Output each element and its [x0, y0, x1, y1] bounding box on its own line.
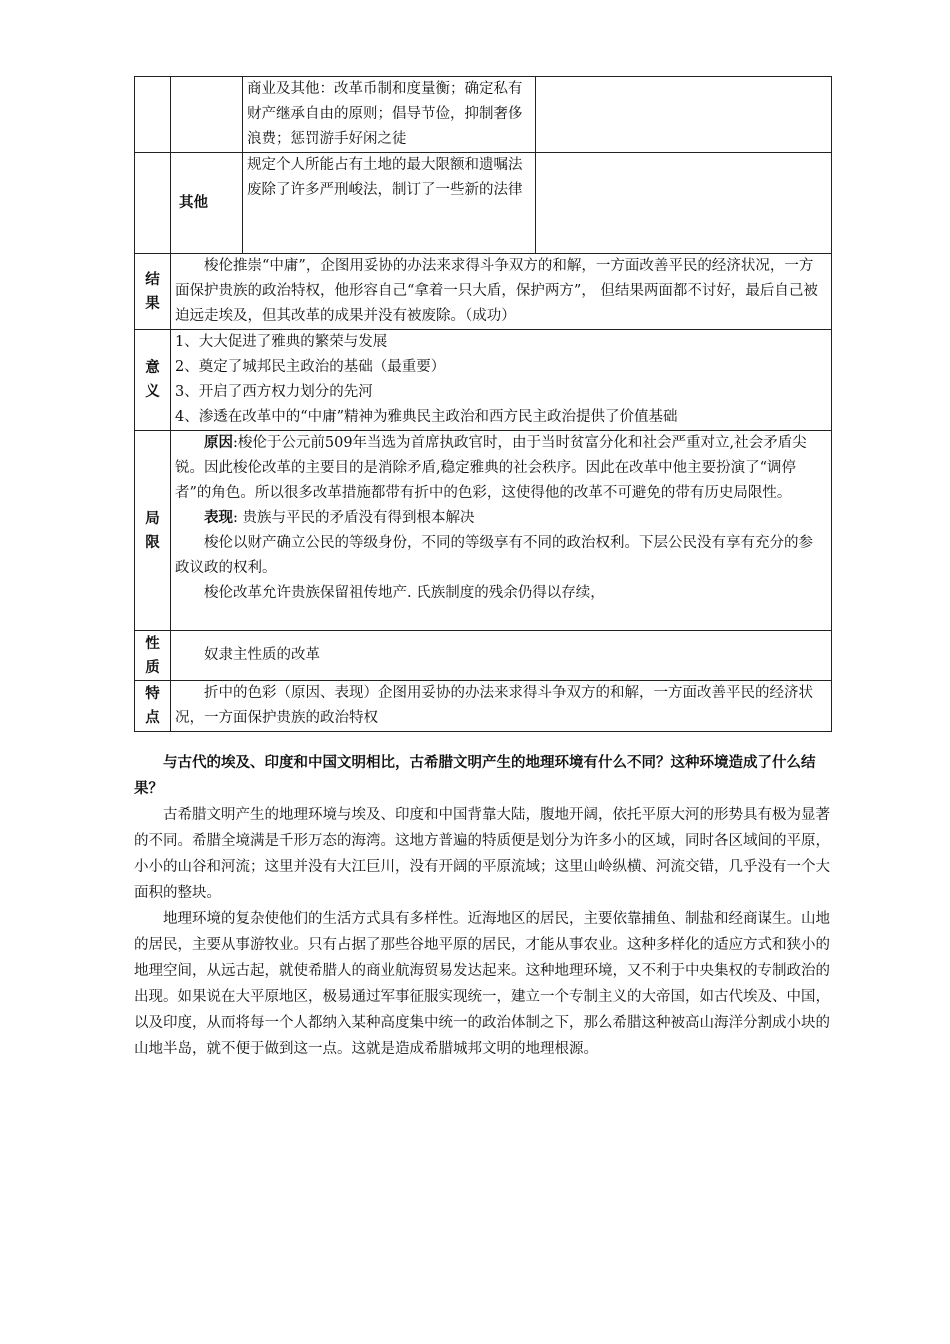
result-label-char-1: 结	[145, 271, 160, 288]
significance-item-4: 4、渗透在改革中的“中庸”精神为雅典民主政治和西方民主政治提供了价值基础	[175, 409, 678, 425]
table-row-result	[135, 254, 832, 330]
table-row-limitation	[135, 431, 832, 631]
other-content-cell	[243, 153, 536, 254]
blank-label-cell	[135, 77, 171, 153]
feature-content	[171, 681, 832, 732]
significance-item-1: 1、大大促进了雅典的繁荣与发展	[175, 334, 388, 350]
nature-label-char-1: 性	[145, 635, 160, 652]
blank-notes-cell	[536, 153, 832, 254]
table-row-nature	[135, 631, 832, 681]
solon-reform-table	[134, 76, 832, 732]
nature-label	[135, 631, 171, 681]
significance-label-char-2: 义	[145, 384, 160, 400]
show-lead: 表现	[204, 510, 233, 526]
commerce-text: 商业及其他：改革币制和度量衡；确定私有财产继承自由的原则；倡导节俭，抑制奢侈浪费；惩罚游手好闲之徒	[247, 81, 523, 147]
limitation-show	[175, 506, 827, 531]
blank-subheader-cell	[171, 77, 243, 153]
cause-lead: 原因	[204, 435, 233, 451]
limitation-cause	[175, 431, 827, 506]
nature-label-char-2: 质	[145, 659, 160, 676]
table-row-significance	[135, 330, 832, 431]
feature-label	[135, 681, 171, 732]
reform-table-wrapper	[134, 76, 831, 732]
limitation-label-char-2: 限	[145, 534, 160, 551]
blank-label-cell	[135, 153, 171, 254]
essay-section	[134, 750, 831, 1062]
significance-item-3: 3、开启了西方权力划分的先河	[175, 384, 373, 400]
other-line-1: 规定个人所能占有土地的最大限额和遗嘱法	[247, 157, 523, 173]
essay-question: 与古代的埃及、印度和中国文明相比，古希腊文明产生的地理环境有什么不同？这种环境造成了什么结果？	[134, 755, 816, 797]
result-label-char-2: 果	[145, 295, 160, 312]
nature-content	[171, 631, 832, 681]
limitation-label-char-1: 局	[145, 510, 160, 527]
significance-label	[135, 330, 171, 431]
table-row-commerce	[135, 77, 832, 153]
limitation-paragraph-3: 梭伦改革允许贵族保留祖传地产. 氏族制度的残余仍得以存续，	[204, 585, 605, 601]
show-text: : 贵族与平民的矛盾没有得到根本解决	[233, 510, 475, 526]
nature-text: 奴隶主性质的改革	[204, 647, 320, 663]
limitation-content	[171, 431, 832, 631]
feature-label-char-1: 特	[145, 686, 160, 702]
result-content	[171, 254, 832, 330]
table-row-feature	[135, 681, 832, 732]
other-label: 其他	[171, 153, 243, 254]
blank-notes-cell	[536, 77, 832, 153]
significance-content	[171, 330, 832, 431]
essay-paragraph-1: 古希腊文明产生的地理环境与埃及、印度和中国背靠大陆，腹地开阔，依托平原大河的形势具有极为显著的不同。希腊全境满是千形万态的海湾。这地方普遍的特质便是划分为许多小的区域，同时各区域间的平原，小小的山谷和河流；这里并没有大江巨川，没有开阔的平原流域；这里山岭纵横、河流交错，几乎没有一个大面积的整块。	[134, 807, 830, 901]
other-line-2: 废除了许多严刑峻法，制订了一些新的法律	[247, 182, 523, 198]
commerce-cell	[243, 77, 536, 153]
limitation-paragraph-2: 梭伦以财产确立公民的等级身份，不同的等级享有不同的政治权利。下层公民没有享有充分的参政议政的权利。	[175, 535, 813, 576]
feature-label-char-2: 点	[145, 710, 160, 726]
significance-label-char-1: 意	[145, 360, 160, 376]
table-row-other	[135, 153, 832, 254]
cause-text: :梭伦于公元前509年当选为首席执政官时，由于当时贫富分化和社会严重对立,社会矛盾尖锐。因此梭伦改革的主要目的是消除矛盾,稳定雅典的社会秩序。因此在改革中他主要扮演了“调停者”的角色。所以很多改革措施都带有折中的色彩，这使得他的改革不可避免的带有历史局限性。	[175, 435, 807, 501]
limitation-label	[135, 431, 171, 631]
significance-item-2: 2、奠定了城邦民主政治的基础（最重要）	[175, 359, 446, 375]
feature-text: 折中的色彩（原因、表现）企图用妥协的办法来求得斗争双方的和解，一方面改善平民的经济状况，一方面保护贵族的政治特权	[175, 685, 813, 726]
result-label	[135, 254, 171, 330]
essay-paragraph-2: 地理环境的复杂使他们的生活方式具有多样性。近海地区的居民，主要依靠捕鱼、制盐和经商谋生。山地的居民，主要从事游牧业。只有占据了那些谷地平原的居民，才能从事农业。这种多样化的适应方式和狭小的地理空间，从远古起，就使希腊人的商业航海贸易发达起来。这种地理环境，又不利于中央集权的专制政治的出现。如果说在大平原地区，极易通过军事征服实现统一，建立一个专制主义的大帝国，如古代埃及、中国，以及印度，从而将每一个人都纳入某种高度集中统一的政治体制之下，那么希腊这种被高山海洋分割成小块的山地半岛，就不便于做到这一点。这就是造成希腊城邦文明的地理根源。	[134, 911, 830, 1057]
result-text: 梭伦推崇“中庸”，企图用妥协的办法来求得斗争双方的和解，一方面改善平民的经济状况，一方面保护贵族的政治特权，他形容自己“拿着一只大盾，保护两方”， 但结果两面都不讨好，最后自己被迫远走埃及，但其改革的成果并没有被废除。（成功）	[175, 258, 818, 324]
